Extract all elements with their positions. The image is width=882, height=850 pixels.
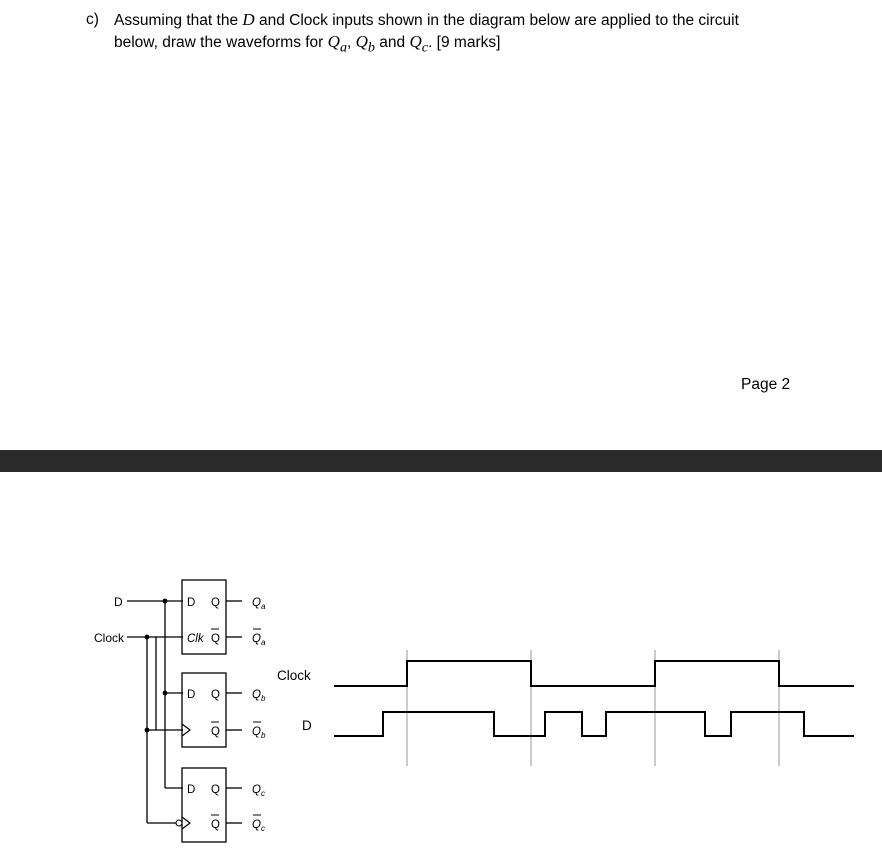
ff-b-pin-qbar: Q [211, 726, 220, 738]
output-qa: $Q_a$ [252, 597, 266, 611]
output-qbar-c: $Q_c$ [252, 819, 265, 833]
junction-dot [163, 599, 168, 604]
input-label-clock: Clock [94, 631, 125, 645]
junction-dot [145, 728, 150, 733]
timing-gridlines [407, 650, 779, 766]
junction-dot [145, 635, 150, 640]
ff-a-pin-d: D [187, 597, 196, 609]
ff-c-pin-d: D [187, 784, 196, 796]
inversion-bubble [176, 820, 182, 826]
input-label-d: D [114, 595, 123, 609]
clock-triangle-c [182, 817, 190, 829]
output-qbar-b: $Q_b$ [252, 726, 266, 740]
junction-dot [163, 691, 168, 696]
var-qb: $Q_b$ [355, 32, 375, 56]
output-qbar-a: $Q_a$ [252, 633, 266, 647]
question-text: Assuming that the D and Clock inputs shown in the diagram below are applied to the circuit below, draw the waveforms for $Q_a$, $Q_b$ and $Q_c$. [9 marks] [114, 10, 739, 56]
clock-triangle-b [182, 724, 190, 736]
question-number: c) [86, 11, 99, 28]
output-qc: $Q_c$ [252, 784, 265, 798]
ff-c-pin-q: Q [211, 784, 220, 796]
page-number: Page 2 [741, 376, 791, 393]
ff-a-pin-q: Q [211, 597, 220, 609]
waveform-label-clock: Clock [277, 668, 311, 683]
ff-b-pin-d: D [187, 689, 196, 701]
clock-waveform [334, 661, 854, 686]
ff-a-pin-clk: Clk [187, 633, 204, 645]
var-qa: $Q_a$ [327, 32, 348, 56]
output-qb: $Q_b$ [252, 689, 266, 703]
ff-b-pin-q: Q [211, 689, 220, 701]
d-waveform [334, 712, 854, 736]
flip-flop-circuit [127, 580, 242, 842]
ff-c-pin-qbar: Q [211, 819, 220, 831]
waveform-label-d: D [302, 718, 312, 733]
var-d: D [242, 10, 255, 29]
ff-a-pin-qbar: Q [211, 633, 220, 645]
var-qc: $Q_c$ [409, 32, 429, 56]
